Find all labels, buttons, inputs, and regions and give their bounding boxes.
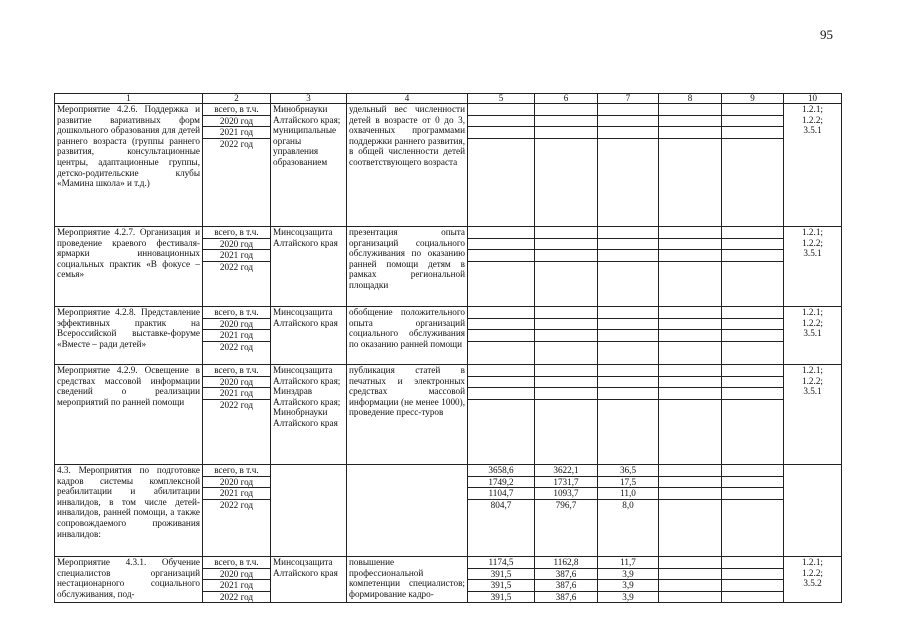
period: всего, в т.ч. (203, 104, 270, 116)
col7-cell (598, 557, 659, 603)
value (535, 104, 597, 116)
value (722, 227, 783, 239)
value (468, 116, 534, 128)
value (659, 127, 721, 139)
value (659, 580, 721, 592)
value (722, 139, 783, 150)
col9-cell (722, 465, 784, 557)
value (659, 465, 721, 477)
period: 2020 год (203, 569, 270, 581)
value (468, 104, 534, 116)
value: 391,5 (468, 580, 534, 592)
value (722, 465, 783, 477)
periods-cell (203, 104, 271, 227)
period: 2020 год (203, 319, 270, 331)
col9-cell (722, 557, 784, 603)
periods-cell (203, 465, 271, 557)
activity-name: Мероприятие 4.2.7. Организация и проведение краевого фестиваля-ярмарки инновационных социальных практик «В фокусе – семья» (55, 227, 203, 307)
period: 2020 год (203, 477, 270, 489)
value (659, 388, 721, 400)
value (659, 116, 721, 128)
code: 1.2.1; (802, 104, 823, 114)
value: 387,6 (535, 580, 597, 592)
period: 2022 год (219, 399, 254, 410)
value: 1104,7 (468, 488, 534, 500)
value (468, 227, 534, 239)
period: 2022 год (219, 591, 254, 602)
value (535, 365, 597, 377)
value: 8,0 (622, 499, 634, 510)
period: всего, в т.ч. (203, 365, 270, 377)
value (722, 239, 783, 251)
value (468, 365, 534, 377)
value (598, 388, 658, 400)
col8-cell (659, 365, 722, 465)
value: 17,5 (598, 477, 658, 489)
value (722, 116, 783, 128)
col8-cell (659, 227, 722, 307)
value: 36,5 (598, 465, 658, 477)
header-row (55, 94, 842, 104)
value (659, 569, 721, 581)
value (535, 388, 597, 400)
period: 2021 год (203, 330, 270, 342)
activity-name: 4.3. Мероприятия по подготовке кадров системы комплексной реабилитации и абилитации инвалидов, в том числе детей-инвалидов, ранней помощи, а также сопровождаемого проживания инвалидов: (55, 465, 203, 557)
code: 1.2.2; (802, 567, 823, 578)
periods-cell (203, 557, 271, 603)
value (659, 239, 721, 251)
value (722, 104, 783, 116)
code: 1.2.2; (802, 317, 823, 328)
periods-cell (203, 307, 271, 365)
value: 796,7 (555, 499, 577, 510)
value (722, 500, 783, 511)
executor (271, 465, 347, 557)
value: 391,5 (490, 591, 512, 602)
col6-cell (535, 465, 598, 557)
table-row (55, 227, 842, 307)
col8-cell (659, 307, 722, 365)
value: 1162,8 (535, 557, 597, 569)
value (659, 488, 721, 500)
value (659, 342, 721, 353)
col5-cell (468, 227, 535, 307)
value (722, 307, 783, 319)
codes-cell (784, 365, 842, 465)
value (722, 400, 783, 411)
executor: Минобрнауки Алтайского края; муниципальные органы управления образованием (271, 104, 347, 227)
value (659, 227, 721, 239)
value (722, 569, 783, 581)
header-cell: 8 (659, 94, 722, 104)
period: 2020 год (203, 239, 270, 251)
value (535, 377, 597, 389)
period: всего, в т.ч. (203, 557, 270, 569)
value: 11,0 (598, 488, 658, 500)
value (722, 592, 783, 603)
value: 1731,7 (535, 477, 597, 489)
value (659, 139, 721, 150)
value (598, 139, 658, 150)
value (598, 319, 658, 331)
periods-cell (203, 365, 271, 465)
col7-cell (598, 365, 659, 465)
value (468, 342, 534, 353)
value: 1174,5 (468, 557, 534, 569)
table-row (55, 307, 842, 365)
code: 3.5.1 (803, 386, 822, 397)
code: 1.2.1; (802, 365, 823, 375)
value (535, 227, 597, 239)
value (535, 342, 597, 353)
value (722, 342, 783, 353)
period: 2021 год (203, 250, 270, 262)
value (468, 319, 534, 331)
value (659, 330, 721, 342)
header-cell: 10 (784, 94, 842, 104)
value: 1093,7 (535, 488, 597, 500)
col8-cell (659, 557, 722, 603)
period: всего, в т.ч. (203, 465, 270, 477)
value (535, 139, 597, 150)
value (468, 262, 534, 273)
col5-cell (468, 365, 535, 465)
code: 1.2.2; (802, 375, 823, 386)
value (598, 250, 658, 262)
period: всего, в т.ч. (203, 307, 270, 319)
value (659, 592, 721, 603)
value: 1749,2 (468, 477, 534, 489)
col5-cell (468, 104, 535, 227)
codes-cell (784, 465, 842, 557)
header-cell: 4 (347, 94, 468, 104)
indicator: удельный вес численности детей в возрасте от 0 до 3, охваченных программами поддержки раннего развития, в общей численности детей соответствующего возраста (347, 104, 468, 227)
codes-cell (784, 227, 842, 307)
value (535, 319, 597, 331)
value (535, 307, 597, 319)
col6-cell (535, 227, 598, 307)
value (535, 262, 597, 273)
value: 387,6 (555, 591, 577, 602)
value (468, 377, 534, 389)
period: 2021 год (203, 388, 270, 400)
value (598, 227, 658, 239)
table-row (55, 365, 842, 465)
value (598, 400, 658, 411)
codes-cell (784, 307, 842, 365)
value (598, 116, 658, 128)
value (598, 342, 658, 353)
col7-cell (598, 104, 659, 227)
value (659, 319, 721, 331)
executor: Минсоцзащита Алтайского края (271, 557, 347, 603)
value: 804,7 (490, 499, 512, 510)
code: 3.5.2 (803, 578, 822, 589)
value (722, 477, 783, 489)
value (468, 127, 534, 139)
value: 387,6 (535, 569, 597, 581)
activity-name: Мероприятие 4.2.6. Поддержка и развитие вариативных форм дошкольного образования для детей раннего возраста (группы раннего развития, консультационные центры, адаптационные группы, детско-родительские клубы «Мамина школа» и т.д.) (55, 104, 203, 227)
col7-cell (598, 465, 659, 557)
table-row (55, 465, 842, 557)
indicator: обобщение положительного опыта организаций социального обслуживания по оказанию ранней помощи (347, 307, 468, 365)
value: 391,5 (468, 569, 534, 581)
value (659, 250, 721, 262)
col7-cell (598, 227, 659, 307)
header-cell: 3 (271, 94, 347, 104)
value (722, 330, 783, 342)
periods-cell (203, 227, 271, 307)
page-number: 95 (820, 27, 833, 42)
period: 2021 год (203, 488, 270, 500)
col7-cell (598, 307, 659, 365)
value (722, 557, 783, 569)
value (535, 330, 597, 342)
value (535, 127, 597, 139)
value (722, 488, 783, 500)
col9-cell (722, 227, 784, 307)
value (598, 307, 658, 319)
code: 1.2.1; (802, 227, 823, 237)
value (659, 104, 721, 116)
period: 2022 год (219, 341, 254, 352)
header-cell: 5 (468, 94, 535, 104)
period: 2020 год (203, 377, 270, 389)
code: 1.2.1; (802, 307, 823, 317)
col6-cell (535, 307, 598, 365)
value (598, 262, 658, 273)
indicator: повышение профессиональной компетенции специалистов; формирование кадро- (347, 557, 468, 603)
activity-name: Мероприятие 4.3.1. Обучение специалистов организаций нестационарного социального обслуживания, под- (55, 557, 203, 603)
value (722, 127, 783, 139)
value (722, 377, 783, 389)
period: 2021 год (203, 127, 270, 139)
indicator: публикация статей в печатных и электронных средствах массовой информации (не менее 1000), проведение пресс-туров (347, 365, 468, 465)
value (659, 400, 721, 411)
indicator: презентация опыта организаций социального обслуживания по оказанию ранней помощи детям в рамках региональной площадки (347, 227, 468, 307)
value (535, 250, 597, 262)
executor: Минсоцзащита Алтайского края (271, 227, 347, 307)
value (659, 262, 721, 273)
table-row (55, 104, 842, 227)
value (598, 104, 658, 116)
header-cell: 2 (203, 94, 271, 104)
col6-cell (535, 104, 598, 227)
activity-name: Мероприятие 4.2.9. Освещение в средствах массовой информации сведений о реализации мероприятий по ранней помощи (55, 365, 203, 465)
header-cell: 6 (535, 94, 598, 104)
program-activities-table (54, 93, 842, 603)
table-row (55, 557, 842, 603)
period: 2020 год (203, 116, 270, 128)
col9-cell (722, 365, 784, 465)
executor: Минсоцзащита Алтайского края (271, 307, 347, 365)
value (598, 365, 658, 377)
value: 3,9 (598, 569, 658, 581)
value (598, 330, 658, 342)
value (468, 388, 534, 400)
period: всего, в т.ч. (203, 227, 270, 239)
header-cell: 1 (55, 94, 203, 104)
period: 2022 год (219, 261, 254, 272)
codes-cell (784, 104, 842, 227)
value (468, 239, 534, 251)
value (722, 388, 783, 400)
header-cell: 9 (722, 94, 784, 104)
value (468, 400, 534, 411)
value (722, 580, 783, 592)
header-cell: 7 (598, 94, 659, 104)
value: 3658,6 (468, 465, 534, 477)
value: 3,9 (622, 591, 634, 602)
value: 3622,1 (535, 465, 597, 477)
col5-cell (468, 307, 535, 365)
value (722, 262, 783, 273)
period: 2021 год (203, 580, 270, 592)
value (659, 377, 721, 389)
executor: Минсоцзащита Алтайского края; Минздрав Алтайского края; Минобрнауки Алтайского края (271, 365, 347, 465)
value (468, 250, 534, 262)
value (468, 307, 534, 319)
value (468, 330, 534, 342)
value (722, 365, 783, 377)
value (535, 400, 597, 411)
col9-cell (722, 307, 784, 365)
code: 1.2.1; (802, 557, 823, 567)
col9-cell (722, 104, 784, 227)
value (468, 139, 534, 150)
value (598, 377, 658, 389)
code: 1.2.2; (802, 237, 823, 248)
value (659, 365, 721, 377)
col6-cell (535, 557, 598, 603)
value (598, 239, 658, 251)
value (659, 500, 721, 511)
value: 11,7 (598, 557, 658, 569)
value (535, 116, 597, 128)
col6-cell (535, 365, 598, 465)
col8-cell (659, 465, 722, 557)
col5-cell (468, 557, 535, 603)
activity-name: Мероприятие 4.2.8. Представление эффективных практик на Всероссийской выставке-форуме «Вместе – ради детей» (55, 307, 203, 365)
period: 2022 год (219, 499, 254, 510)
codes-cell (784, 557, 842, 603)
value (722, 250, 783, 262)
value (659, 307, 721, 319)
code: 3.5.1 (803, 125, 822, 136)
value (659, 557, 721, 569)
code: 1.2.2; (802, 114, 823, 125)
value (722, 319, 783, 331)
code: 3.5.1 (803, 328, 822, 339)
col5-cell (468, 465, 535, 557)
period: 2022 год (219, 138, 254, 149)
value (535, 239, 597, 251)
indicator (347, 465, 468, 557)
col8-cell (659, 104, 722, 227)
value (598, 127, 658, 139)
value: 3,9 (598, 580, 658, 592)
value (659, 477, 721, 489)
code: 3.5.1 (803, 248, 822, 259)
